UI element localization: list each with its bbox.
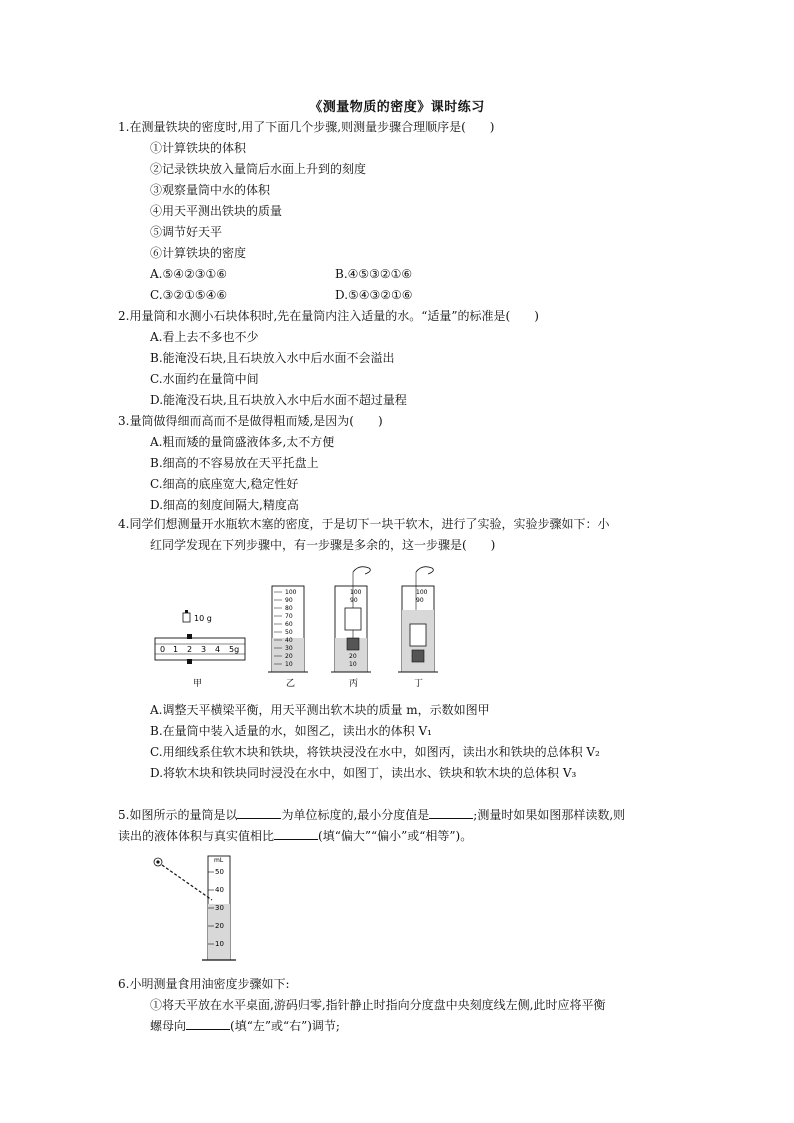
q6-step1-line2 bbox=[150, 1018, 340, 1034]
cork-block-icon bbox=[345, 608, 361, 630]
q1-step-2: ②记录铁块放入量筒后水面上升到的刻度 bbox=[150, 162, 367, 176]
q3-option-a: A.粗而矮的量筒盛液体多,太不方便 bbox=[150, 435, 335, 449]
cylinder-tick-10: 10 bbox=[215, 940, 224, 948]
yi-tick-70: 70 bbox=[285, 613, 293, 620]
scale-tick-4: 4 bbox=[215, 645, 221, 654]
cylinder-yi bbox=[268, 586, 308, 689]
q3-option-d: D.细高的刻度间隔大,精度高 bbox=[150, 498, 299, 512]
q6-step1-line1: ①将天平放在水平桌面,游码归零,指针静止时指向分度盘中央刻度线左侧,此时应将平衡 bbox=[150, 998, 606, 1012]
weight-hook-icon bbox=[185, 610, 188, 613]
cylinder-tick-30: 30 bbox=[215, 904, 224, 912]
q6-blank-direction[interactable] bbox=[186, 1018, 230, 1030]
q4-option-c: C.用细线系住软木块和铁块，将铁块浸没在水中，如图丙，读出水和铁块的总体积 V₂ bbox=[150, 745, 600, 759]
weight-label: 10 g bbox=[194, 614, 212, 623]
cylinder-tick-40: 40 bbox=[215, 886, 224, 894]
cylinder-unit-label: mL bbox=[214, 857, 224, 864]
hand-icon bbox=[416, 567, 433, 574]
yi-tick-60: 60 bbox=[285, 621, 293, 628]
q5-blank-unit[interactable] bbox=[237, 807, 281, 819]
q5-cylinder-figure bbox=[150, 848, 250, 972]
weight-icon bbox=[183, 613, 190, 622]
q5-stem-line2 bbox=[118, 828, 472, 844]
yi-tick-30: 30 bbox=[285, 645, 293, 652]
rider-icon bbox=[187, 634, 192, 639]
cylinder-bing bbox=[331, 567, 371, 689]
q5-stem-line1 bbox=[118, 807, 625, 823]
q5-blank-comparison[interactable] bbox=[274, 828, 318, 840]
iron-block-icon bbox=[347, 638, 359, 650]
ding-tick-90: 90 bbox=[416, 597, 424, 604]
yi-tick-10: 10 bbox=[285, 661, 293, 668]
yi-tick-50: 50 bbox=[285, 629, 293, 636]
q2-option-c: C.水面约在量筒中间 bbox=[150, 372, 259, 386]
q1-stem: 1.在测量铁块的密度时,用了下面几个步骤,则测量步骤合理顺序是( ) bbox=[118, 120, 495, 134]
bing-tick-10: 10 bbox=[349, 661, 357, 668]
q1-step-3: ③观察量筒中水的体积 bbox=[150, 183, 271, 197]
q6-text-1: 螺母向 bbox=[150, 1019, 187, 1033]
q1-option-a: A.⑤④②③①⑥ bbox=[150, 267, 228, 281]
yi-tick-40: 40 bbox=[285, 637, 293, 644]
q1-option-c: C.③②①⑤④⑥ bbox=[150, 288, 228, 302]
q4-stem-line2: 红同学发现在下列步骤中，有一步骤是多余的，这一步骤是( ) bbox=[150, 538, 496, 552]
q1-step-6: ⑥计算铁块的密度 bbox=[150, 246, 247, 260]
scale-tick-3: 3 bbox=[201, 645, 207, 654]
yi-tick-90: 90 bbox=[285, 597, 293, 604]
ding-tick-100: 100 bbox=[416, 589, 428, 596]
cork-block-icon bbox=[410, 624, 426, 646]
q4-stem-line1: 4.同学们想测量开水瓶软木塞的密度，于是切下一块干软木，进行了实验，实验步骤如下：小 bbox=[118, 517, 610, 531]
q5-blank-division[interactable] bbox=[429, 807, 473, 819]
q1-option-b: B.④⑤③②①⑥ bbox=[335, 267, 413, 281]
q5-text-5: (填“偏大”“偏小”或“相等”)。 bbox=[318, 829, 473, 843]
q1-step-5: ⑤调节好天平 bbox=[150, 225, 223, 239]
q2-option-a: A.看上去不多也不少 bbox=[150, 330, 259, 344]
q6-text-2: (填“左”或“右”)调节; bbox=[230, 1019, 340, 1033]
q4-option-b: B.在量筒中装入适量的水，如图乙，读出水的体积 V₁ bbox=[150, 724, 432, 738]
q4-option-d: D.将软木块和铁块同时浸没在水中，如图丁，读出水、铁块和软木块的总体积 V₃ bbox=[150, 766, 577, 780]
q4-figure bbox=[150, 558, 450, 696]
q3-stem: 3.量筒做得细而高而不是做得粗而矮,是因为( ) bbox=[118, 414, 383, 428]
balance-scale-figure bbox=[155, 610, 245, 689]
scale-tick-2: 2 bbox=[187, 645, 193, 654]
q6-stem: 6.小明测量食用油密度步骤如下: bbox=[118, 977, 290, 991]
bing-tick-90: 90 bbox=[350, 597, 358, 604]
scale-tick-5g: 5g bbox=[229, 645, 240, 654]
figure-label-jia: 甲 bbox=[193, 679, 203, 689]
bing-tick-20: 20 bbox=[349, 653, 357, 660]
q2-stem: 2.用量筒和水测小石块体积时,先在量筒内注入适量的水。“适量”的标准是( ) bbox=[118, 309, 539, 323]
q5-text-1: 5.如图所示的量筒是以 bbox=[118, 808, 238, 822]
bing-tick-100: 100 bbox=[350, 589, 362, 596]
q2-option-b: B.能淹没石块,且石块放入水中后水面不会溢出 bbox=[150, 351, 395, 365]
q1-step-1: ①计算铁块的体积 bbox=[150, 141, 247, 155]
q1-option-d: D.⑤④③②①⑥ bbox=[335, 288, 413, 302]
liquid bbox=[208, 904, 230, 960]
iron-block-icon bbox=[412, 650, 424, 662]
cylinder-ding bbox=[398, 567, 438, 689]
figure-label-yi: 乙 bbox=[286, 679, 296, 689]
q4-option-a: A.调整天平横梁平衡，用天平测出软木块的质量 m，示数如图甲 bbox=[150, 703, 490, 717]
q1-step-4: ④用天平测出铁块的质量 bbox=[150, 204, 283, 218]
yi-tick-20: 20 bbox=[285, 653, 293, 660]
q3-option-b: B.细高的不容易放在天平托盘上 bbox=[150, 456, 319, 470]
q5-text-4: 读出的液体体积与真实值相比 bbox=[118, 829, 275, 843]
q5-text-2: 为单位标度的,最小分度值是 bbox=[281, 808, 430, 822]
scale-tick-1: 1 bbox=[173, 645, 179, 654]
rider-icon-bottom bbox=[187, 659, 192, 664]
cylinder-tick-20: 20 bbox=[215, 922, 224, 930]
hand-icon bbox=[353, 567, 370, 574]
cylinder-tick-50: 50 bbox=[215, 868, 224, 876]
yi-tick-80: 80 bbox=[285, 605, 293, 612]
q3-option-c: C.细高的底座宽大,稳定性好 bbox=[150, 477, 299, 491]
sight-line bbox=[162, 865, 212, 900]
page-title: 《测量物质的密度》课时练习 bbox=[309, 100, 485, 115]
q5-text-3: ;测量时如果如图那样读数,则 bbox=[473, 808, 626, 822]
figure-label-bing: 丙 bbox=[349, 679, 359, 689]
yi-tick-100: 100 bbox=[285, 589, 297, 596]
q2-option-d: D.能淹没石块,且石块放入水中后水面不超过量程 bbox=[150, 393, 407, 407]
scale-tick-0: 0 bbox=[160, 645, 166, 654]
figure-label-ding: 丁 bbox=[414, 679, 424, 689]
